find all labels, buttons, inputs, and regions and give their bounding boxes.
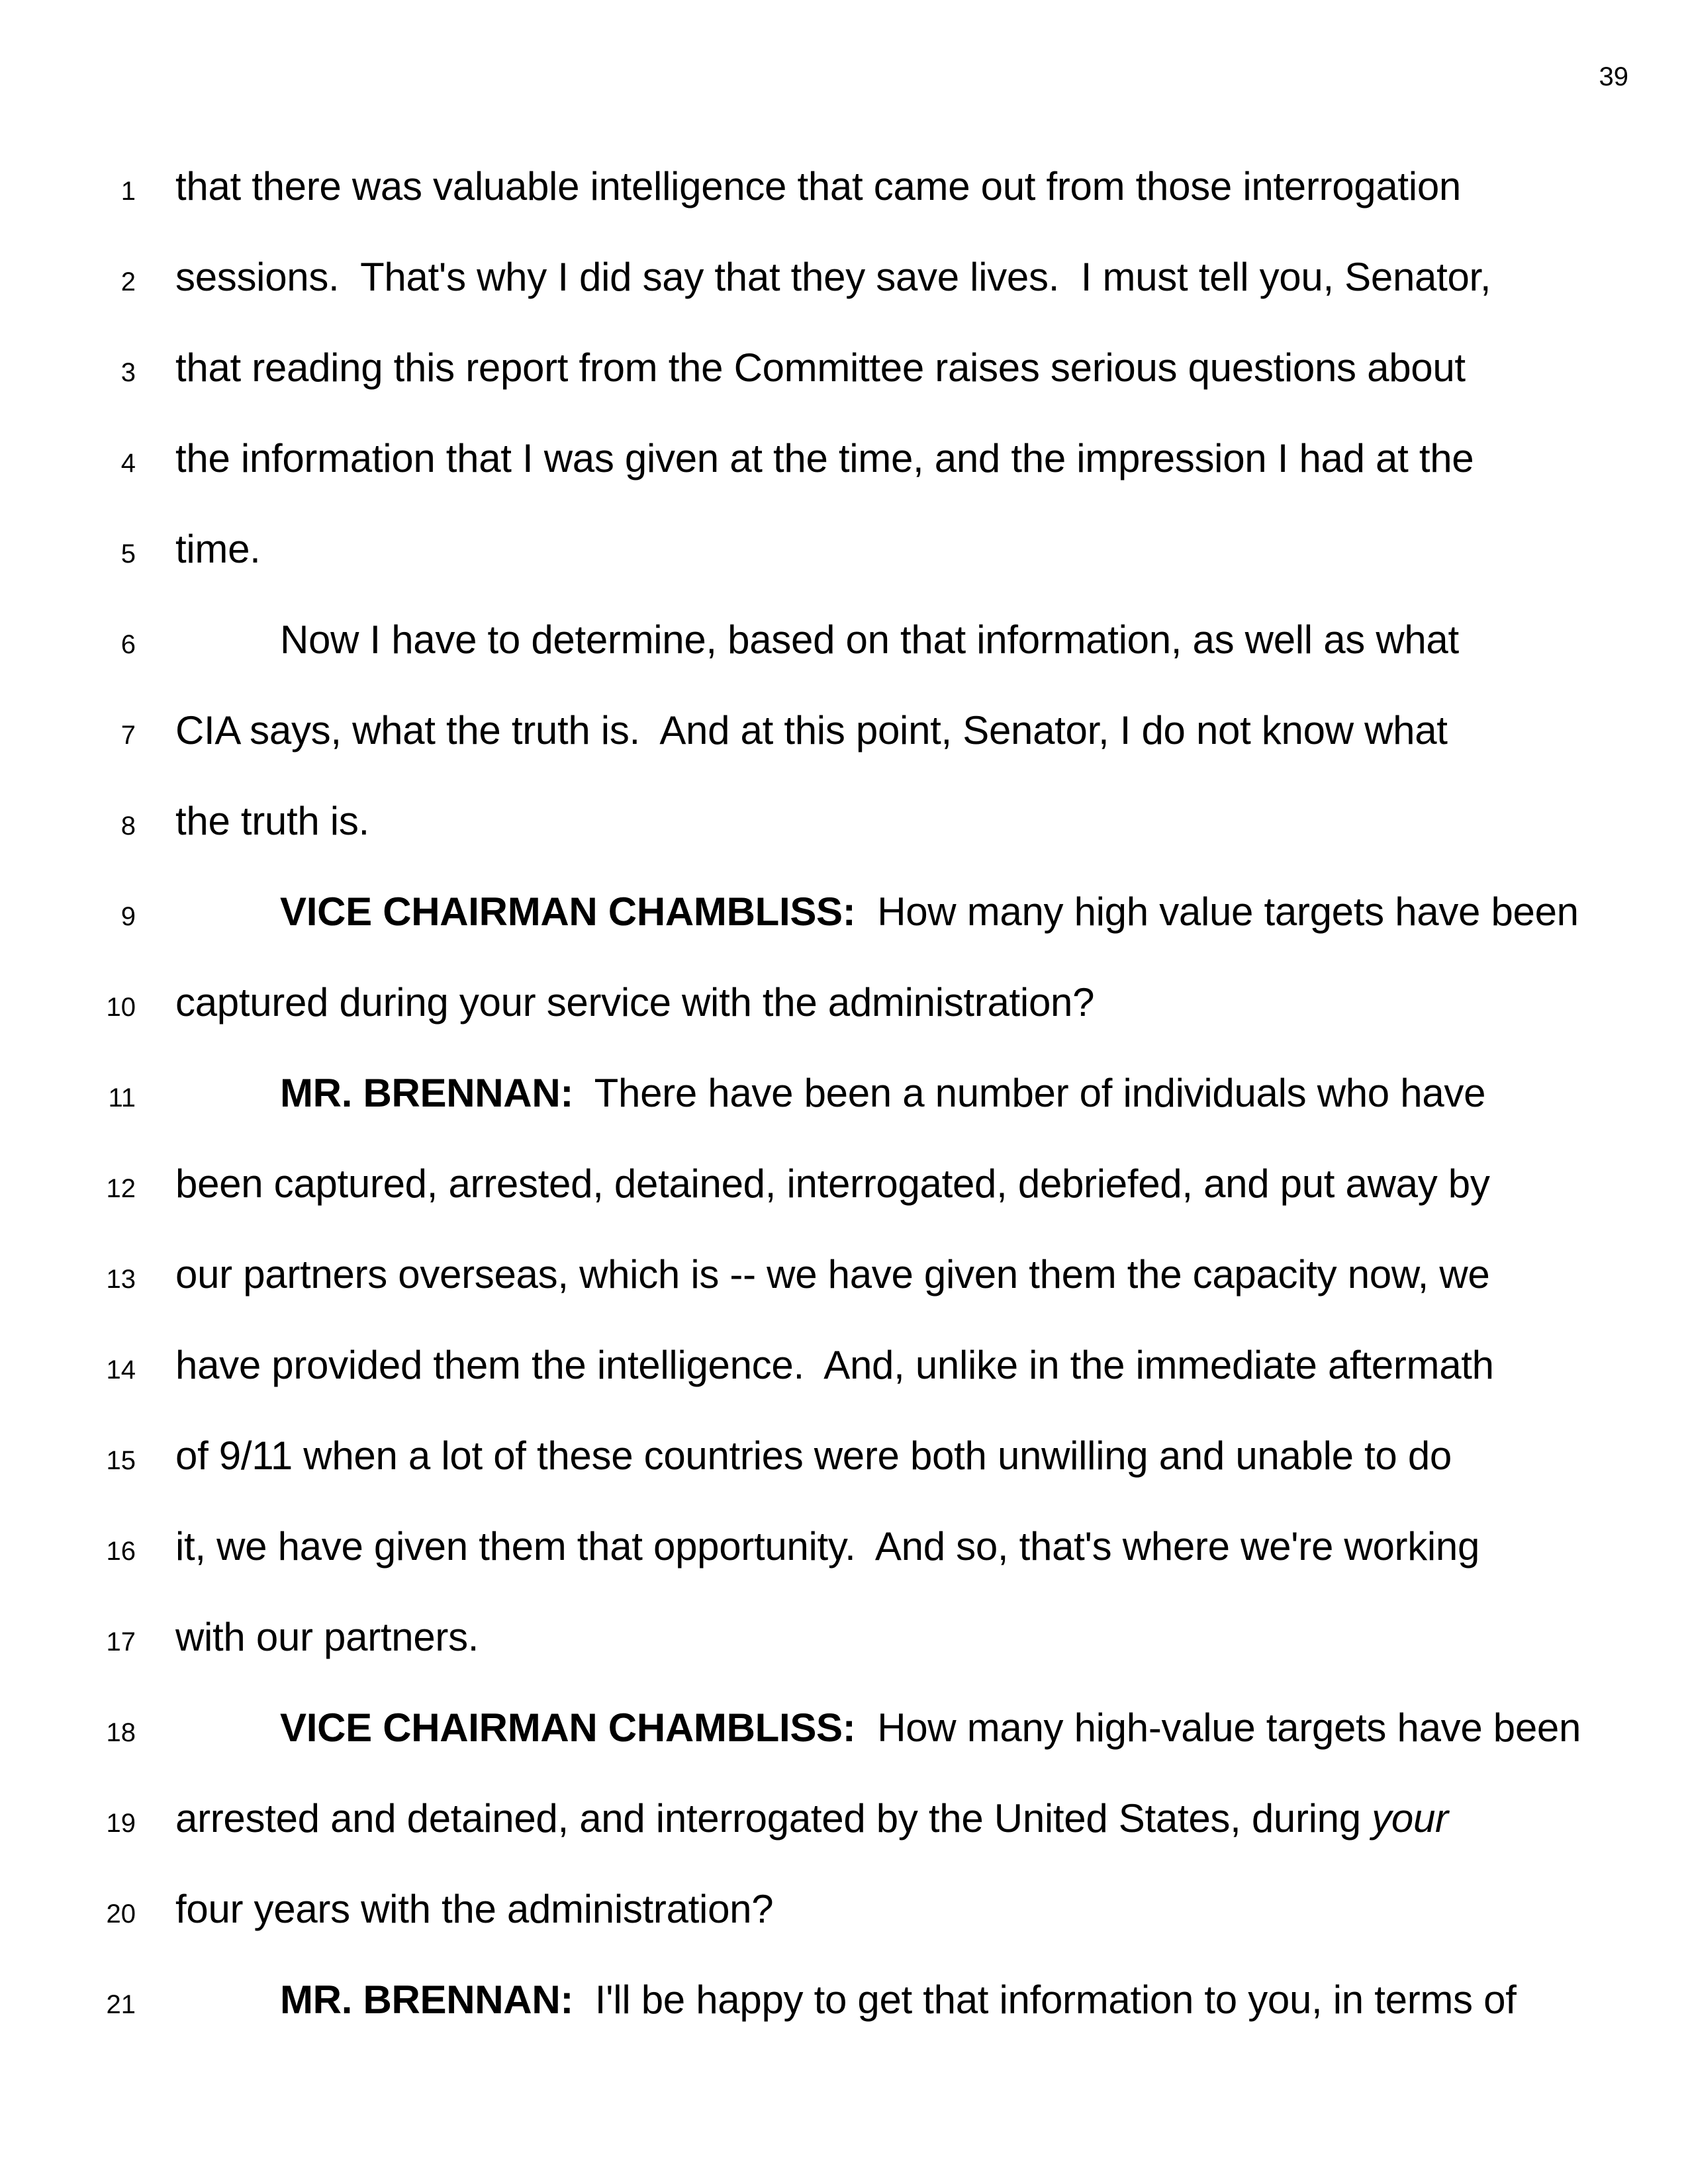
text-segment: the truth is. — [175, 799, 369, 843]
line-number: 3 — [120, 358, 136, 387]
text-segment: There have been a number of individuals who have — [573, 1071, 1486, 1115]
text-segment: MR. BRENNAN: — [280, 1978, 574, 2022]
transcript-line — [0, 1526, 1688, 1572]
line-number: 20 — [106, 1899, 136, 1929]
line-text — [175, 1254, 1489, 1295]
line-text — [175, 891, 1579, 933]
text-segment: Now I have to determine, based on that information, as well as what — [280, 617, 1459, 662]
line-number: 10 — [106, 993, 136, 1022]
line-number: 15 — [106, 1446, 136, 1475]
line-number: 13 — [106, 1265, 136, 1294]
line-number: 19 — [106, 1809, 136, 1838]
text-segment: How many high-value targets have been — [855, 1706, 1581, 1750]
transcript-line — [0, 1254, 1688, 1300]
line-text — [175, 710, 1448, 751]
line-text — [175, 982, 1094, 1023]
text-segment: MR. BRENNAN: — [280, 1071, 574, 1115]
text-segment: VICE CHAIRMAN CHAMBLISS: — [280, 1706, 856, 1750]
text-segment: have provided them the intelligence. And, unlike in the immediate aftermath — [175, 1343, 1494, 1387]
text-segment: of 9/11 when a lot of these countries were both unwilling and unable to do — [175, 1433, 1452, 1478]
line-text — [175, 1435, 1452, 1477]
text-segment: that there was valuable intelligence that came out from those interrogation — [175, 164, 1461, 208]
transcript-line — [0, 801, 1688, 846]
page-number: 39 — [1599, 62, 1628, 91]
line-text — [175, 1617, 479, 1658]
line-text — [175, 1979, 1517, 2021]
text-segment: VICE CHAIRMAN CHAMBLISS: — [280, 889, 856, 934]
line-number: 8 — [120, 811, 136, 841]
text-segment: arrested and detained, and interrogated by the United States, during — [175, 1796, 1372, 1841]
line-text — [175, 438, 1474, 479]
line-text — [175, 1345, 1494, 1386]
text-segment: I'll be happy to get that information to you, in terms of — [573, 1978, 1517, 2022]
transcript-line — [0, 1163, 1688, 1209]
text-segment: been captured, arrested, detained, interrogated, debriefed, and put away by — [175, 1161, 1490, 1206]
transcript-line — [0, 1617, 1688, 1662]
transcript-line — [0, 710, 1688, 756]
text-segment: with our partners. — [175, 1615, 479, 1659]
text-segment: the information that I was given at the time, and the impression I had at the — [175, 436, 1474, 480]
line-number: 18 — [106, 1718, 136, 1747]
line-text — [175, 1798, 1448, 1839]
line-text — [175, 1073, 1485, 1114]
text-segment: captured during your service with the administration? — [175, 980, 1095, 1024]
text-segment: your — [1372, 1796, 1448, 1841]
transcript-line — [0, 529, 1688, 574]
line-text — [175, 619, 1459, 660]
line-number: 11 — [108, 1083, 136, 1113]
transcript-line — [0, 257, 1688, 302]
line-text — [175, 1889, 773, 1930]
line-text — [175, 1526, 1479, 1567]
line-number: 7 — [120, 721, 136, 750]
text-segment: that reading this report from the Committee raises serious questions about — [175, 345, 1466, 390]
line-number: 1 — [120, 177, 136, 206]
line-number: 6 — [120, 630, 136, 659]
line-number: 9 — [120, 902, 136, 931]
transcript-line — [0, 1889, 1688, 1934]
transcript-line — [0, 1707, 1688, 1753]
line-text — [175, 166, 1461, 207]
text-segment: CIA says, what the truth is. And at this point, Senator, I do not know what — [175, 708, 1448, 752]
text-segment: sessions. That's why I did say that they save lives. I must tell you, Senator, — [175, 255, 1491, 299]
line-number: 5 — [120, 539, 136, 569]
transcript-line — [0, 438, 1688, 484]
line-text — [175, 257, 1491, 298]
text-segment: it, we have given them that opportunity. And so, that's where we're working — [175, 1524, 1480, 1569]
transcript-line — [0, 1073, 1688, 1118]
line-number: 4 — [120, 449, 136, 478]
line-number: 17 — [106, 1627, 136, 1657]
line-text — [175, 529, 261, 570]
line-number: 14 — [106, 1355, 136, 1385]
transcript-line — [0, 166, 1688, 212]
transcript-line — [0, 1798, 1688, 1844]
transcript-line — [0, 1979, 1688, 2025]
text-segment: our partners overseas, which is -- we have given them the capacity now, we — [175, 1252, 1490, 1297]
text-segment: four years with the administration? — [175, 1887, 774, 1931]
text-segment: How many high value targets have been — [855, 889, 1579, 934]
transcript-line — [0, 1435, 1688, 1481]
line-number: 12 — [106, 1174, 136, 1203]
transcript-line — [0, 347, 1688, 393]
line-text — [175, 801, 369, 842]
text-segment: time. — [175, 527, 261, 571]
line-text — [175, 347, 1466, 388]
line-number: 21 — [106, 1990, 136, 2019]
line-number: 16 — [106, 1537, 136, 1566]
line-number: 2 — [120, 267, 136, 296]
transcript-line — [0, 1345, 1688, 1390]
transcript-line — [0, 891, 1688, 937]
line-text — [175, 1707, 1581, 1749]
line-text — [175, 1163, 1490, 1205]
transcript-line — [0, 619, 1688, 665]
transcript-line — [0, 982, 1688, 1028]
